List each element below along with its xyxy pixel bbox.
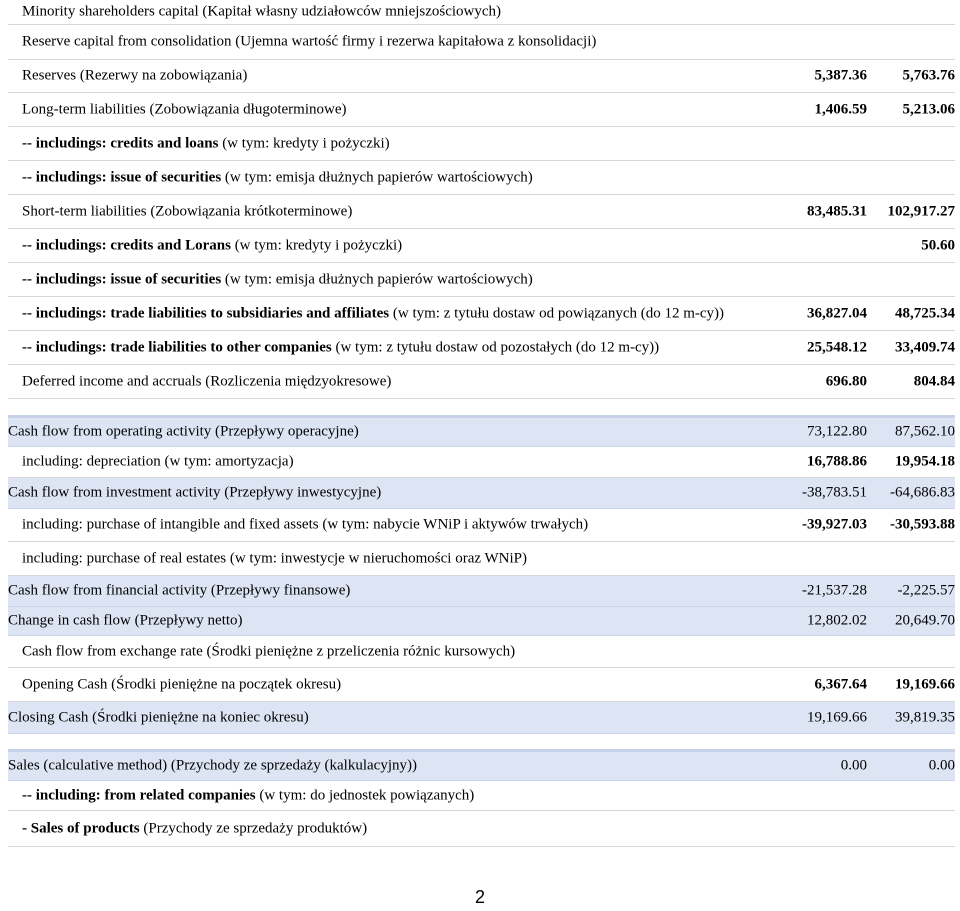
value-col2: 804.84 — [913, 373, 955, 389]
row-label: Deferred income and accruals (Rozliczenia międzyokresowe) — [22, 373, 392, 389]
row-label: Reserve capital from consolidation (Ujemna wartość firmy i rezerwa kapitałowa z konsolidacji) — [22, 33, 597, 50]
balance-row-st-credits — [8, 229, 955, 263]
row-label — [22, 787, 474, 804]
value-col1: 5,387.36 — [814, 67, 867, 84]
sales-row-products — [8, 811, 955, 847]
row-label: Cash flow from operating activity (Przepływy operacyjne) — [8, 423, 359, 440]
value-col2: 20,649.70 — [895, 612, 955, 629]
cashflow-row-depreciation — [8, 447, 955, 478]
row-label-rest: (w tym: kredyty i pożyczki) — [218, 135, 390, 151]
row-label — [22, 820, 367, 837]
row-label: Opening Cash (Środki pieniężne na początek okresu) — [22, 676, 342, 692]
row-label — [22, 305, 724, 322]
value-col2: -64,686.83 — [890, 484, 955, 501]
row-label — [22, 271, 533, 288]
value-col1: -21,537.28 — [802, 582, 867, 599]
cashflow-row-financial — [8, 576, 955, 607]
value-col2: 87,562.10 — [895, 423, 955, 440]
row-label: including: depreciation (w tym: amortyzacja) — [22, 453, 294, 470]
row-label-bold: -- includings: trade liabilities to other companies — [22, 339, 332, 355]
row-label — [22, 339, 659, 356]
balance-row-trade-others — [8, 331, 955, 365]
balance-row-st-securities — [8, 263, 955, 297]
value-col1: 12,802.02 — [807, 612, 867, 629]
value-col1: 25,548.12 — [807, 339, 867, 355]
value-col2: 19,169.66 — [895, 676, 955, 692]
row-label — [22, 237, 402, 254]
value-col1: 19,169.66 — [807, 709, 867, 725]
cashflow-row-exchange — [8, 636, 955, 668]
row-label-bold: -- includings: issue of securities — [22, 271, 222, 287]
row-label-rest: (w tym: do jednostek powiązanych) — [255, 787, 475, 803]
cashflow-row-change — [8, 607, 955, 636]
balance-row-reserves — [8, 60, 955, 93]
row-label — [22, 135, 390, 152]
balance-row-deferred — [8, 365, 955, 399]
row-label-bold: - Sales of products — [22, 820, 140, 836]
value-col2: 39,819.35 — [895, 709, 955, 725]
value-col1: 696.80 — [825, 373, 867, 389]
value-col1: 6,367.64 — [814, 676, 867, 692]
value-col1: 0.00 — [840, 757, 867, 774]
row-label: Reserves (Rezerwy na zobowiązania) — [22, 67, 248, 84]
page-number: 2 — [474, 887, 485, 907]
row-label: Sales (calculative method) (Przychody ze sprzedaży (kalkulacyjny)) — [8, 757, 417, 774]
cashflow-row-closing — [8, 702, 955, 734]
row-label: Long-term liabilities (Zobowiązania długoterminowe) — [22, 101, 347, 117]
value-col2: 5,213.06 — [902, 101, 955, 117]
value-col2: 50.60 — [921, 237, 955, 253]
row-label: Minority shareholders capital (Kapitał własny udziałowców mniejszościowych) — [22, 3, 502, 20]
cashflow-row-investment — [8, 478, 955, 509]
balance-row-lt-securities — [8, 161, 955, 195]
balance-row-lt-credits — [8, 127, 955, 161]
row-label-bold: -- includings: credits and Lorans — [22, 237, 231, 253]
row-label: Cash flow from financial activity (Przepływy finansowe) — [8, 582, 351, 599]
row-label-rest: (w tym: z tytułu dostaw od powiązanych (do 12 m-cy)) — [389, 305, 725, 321]
value-col1: 1,406.59 — [814, 101, 867, 117]
cashflow-row-real-estates — [8, 542, 955, 576]
row-label: Closing Cash (Środki pieniężne na koniec okresu) — [8, 709, 309, 725]
row-label: including: purchase of intangible and fixed assets (w tym: nabycie WNiP i aktywów trwałych) — [22, 516, 589, 533]
row-label-bold: -- including: from related companies — [22, 787, 256, 803]
row-label-bold: -- includings: credits and loans — [22, 135, 219, 151]
value-col2: 5,763.76 — [902, 67, 955, 84]
row-label: Cash flow from exchange rate (Środki pieniężne z przeliczenia różnic kursowych) — [22, 643, 516, 659]
row-label-bold: -- includings: issue of securities — [22, 169, 222, 185]
balance-row-long-term — [8, 93, 955, 127]
value-col2: 0.00 — [928, 757, 955, 774]
balance-row-minority — [8, 0, 955, 25]
balance-row-reserve-capital — [8, 25, 955, 60]
value-col2: -2,225.57 — [897, 582, 955, 599]
value-col2: 19,954.18 — [895, 453, 955, 470]
row-label-rest: (w tym: z tytułu dostaw od pozostałych (do 12 m-cy)) — [331, 339, 660, 355]
value-col2: 48,725.34 — [895, 305, 955, 321]
value-col1: 83,485.31 — [807, 203, 867, 219]
row-label-rest: (w tym: kredyty i pożyczki) — [230, 237, 403, 253]
value-col2: 33,409.74 — [895, 339, 955, 355]
row-label-bold: -- includings: trade liabilities to subsidiaries and affiliates — [22, 305, 390, 321]
value-col1: -39,927.03 — [802, 516, 867, 533]
row-label: Change in cash flow (Przepływy netto) — [8, 612, 243, 629]
value-col2: 102,917.27 — [887, 203, 955, 219]
cashflow-row-purchase-assets — [8, 509, 955, 542]
value-col1: 16,788.86 — [807, 453, 867, 470]
balance-row-short-term — [8, 195, 955, 229]
row-label: Cash flow from investment activity (Przepływy inwestycyjne) — [8, 484, 382, 501]
sales-row-related — [8, 781, 955, 811]
row-label — [22, 169, 533, 186]
balance-row-trade-subsidiaries — [8, 297, 955, 331]
row-label-rest: (w tym: emisja dłużnych papierów wartościowych) — [221, 271, 533, 287]
row-label: Short-term liabilities (Zobowiązania krótkoterminowe) — [22, 203, 353, 219]
value-col1: 36,827.04 — [807, 305, 867, 321]
cashflow-row-opening — [8, 668, 955, 702]
cashflow-row-operating — [8, 415, 955, 447]
value-col1: 73,122.80 — [807, 423, 867, 440]
value-col2: -30,593.88 — [890, 516, 955, 533]
row-label: including: purchase of real estates (w tym: inwestycje w nieruchomości oraz WNiP) — [22, 550, 527, 566]
row-label-rest: (w tym: emisja dłużnych papierów wartościowych) — [221, 169, 533, 185]
value-col1: -38,783.51 — [802, 484, 867, 501]
sales-row-calculative — [8, 749, 955, 781]
row-label-rest: (Przychody ze sprzedaży produktów) — [139, 820, 368, 836]
